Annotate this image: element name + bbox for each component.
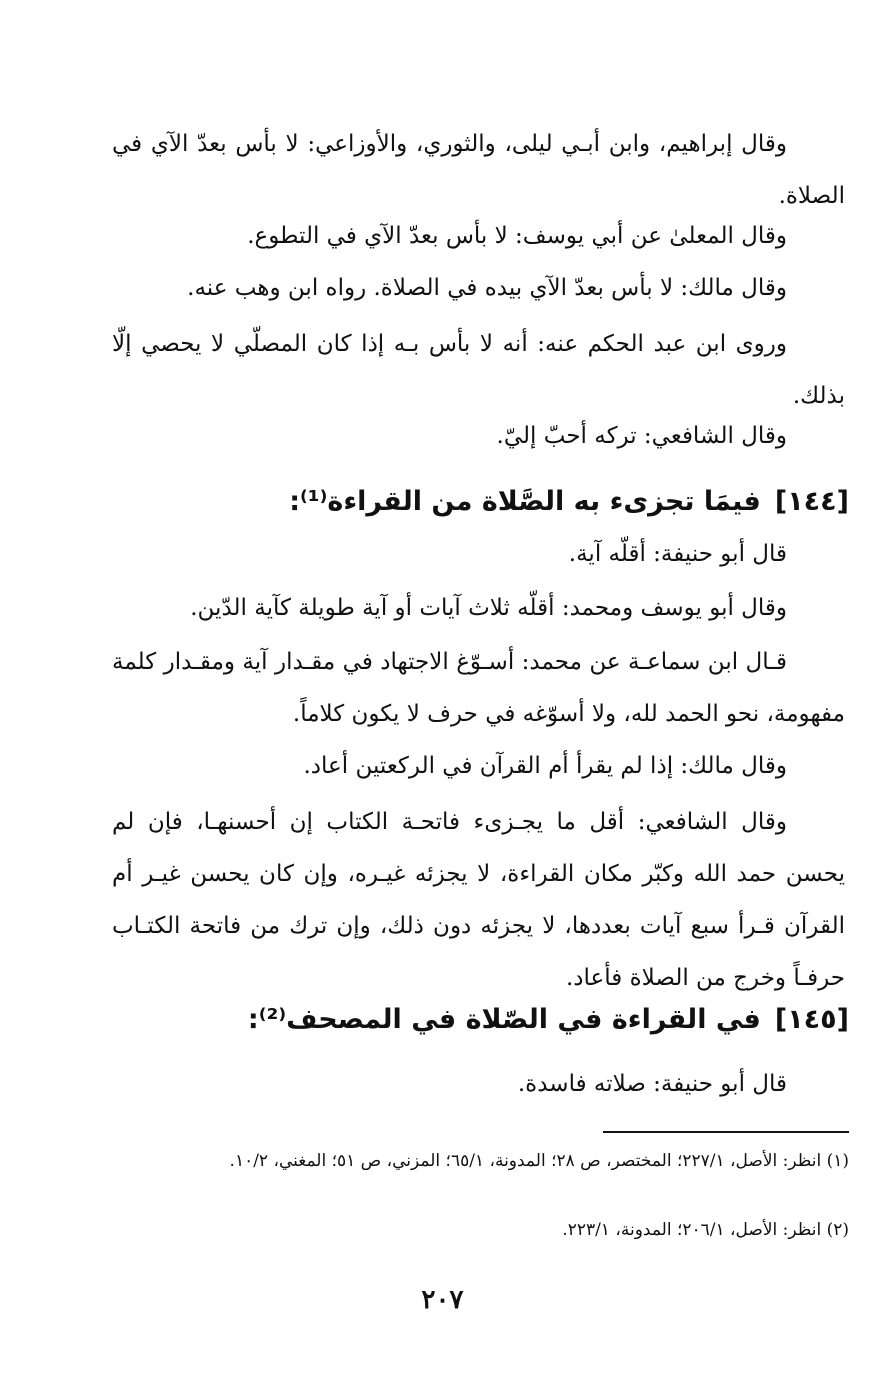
footnote: (٢) انظر: الأصل، ٢٠٦/١؛ المدونة، ٢٢٣/١. [562,1220,849,1240]
paragraph: وقال المعلىٰ عن أبي يوسف: لا بأس بعدّ الآي في التطوع. [247,223,787,249]
footnote-divider [603,1131,849,1133]
page-number: ٢٠٧ [421,1285,464,1315]
paragraph: وقال أبو يوسف ومحمد: أقلّه ثلاث آيات أو آية طويلة كآية الدّين. [190,595,787,621]
paragraph: وقال مالك: إذا لم يقرأ أم القرآن في الركعتين أعاد. [303,753,787,779]
paragraph: قـال ابن سماعـة عن محمد: أسـوّغ الاجتهاد في مقـدار آية ومقـدار كلمة مفهومة، نحو الحمد لله، ولا أسوّغه في حرف لا يكون كلاماً. [112,649,845,727]
paragraph: قال أبو حنيفة: صلاته فاسدة. [517,1071,787,1097]
paragraph: وقال مالك: لا بأس بعدّ الآي بيده في الصلاة. رواه ابن وهب عنه. [187,275,787,301]
paragraph: وقال الشافعي: أقل ما يجـزىء فاتحـة الكتاب إن أحسنهـا، فإن لم يحسن حمد الله وكبّر مكان القراءة، لا يجزئه غيـره، وإن كان يحسن غيـر أم القرآن قـرأ سبع آيات بعددها، لا يجزئه دون ذلك، وإن ترك من فاتحة الكتـاب حرفـاً وخرج من الصلاة فأعاد. [112,809,845,991]
paragraph: قال أبو حنيفة: أقلّه آية. [568,541,787,567]
paragraph: وقال إبراهيم، وابن أبـي ليلى، والثوري، والأوزاعي: لا بأس بعدّ الآي في الصلاة. [112,131,845,209]
section-title: فيمَا تجزىء به الصَّلاة من القراءة⁽¹⁾: [289,486,761,517]
paragraph: وقال الشافعي: تركه أحبّ إليّ. [496,423,787,449]
section-number: [١٤٤] [774,486,849,517]
section-heading-145 [112,1000,849,1040]
section-heading-144 [112,482,849,522]
footnote: (١) انظر: الأصل، ٢٢٧/١؛ المختصر، ص ٢٨؛ المدونة، ٦٥/١؛ المزني، ص ٥١؛ المغني، ١٠/٢. [229,1151,849,1171]
section-title: في القراءة في الصّلاة في المصحف⁽²⁾: [247,1004,761,1035]
paragraph: وروى ابن عبد الحكم عنه: أنه لا بأس بـه إذا كان المصلّي لا يحصي إلّا بذلك. [112,331,845,409]
section-number: [١٤٥] [774,1004,849,1035]
